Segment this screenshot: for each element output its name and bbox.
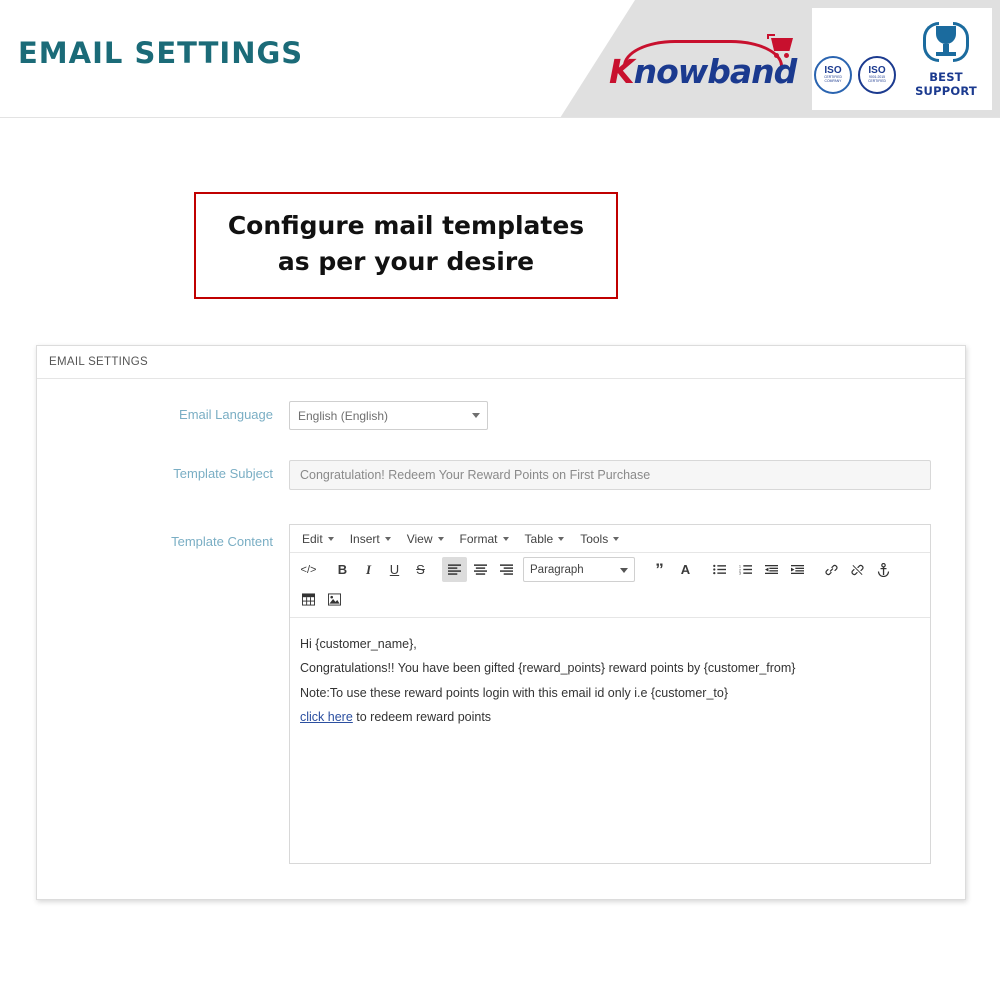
editor-line-2: Congratulations!! You have been gifted {reward_points} reward points by {customer_from} [300, 661, 796, 676]
svg-text:3: 3 [739, 571, 741, 575]
chevron-down-icon [613, 537, 619, 541]
chevron-down-icon [558, 537, 564, 541]
anchor-icon[interactable] [871, 557, 896, 582]
menu-tools[interactable] [572, 529, 627, 549]
strikethrough-icon[interactable]: S [408, 557, 433, 582]
chevron-down-icon [503, 537, 509, 541]
bullet-list-icon[interactable] [707, 557, 732, 582]
trophy-icon [923, 18, 969, 68]
chevron-down-icon [438, 537, 444, 541]
brand-initial: K [609, 52, 634, 91]
email-language-select[interactable]: English (English) [289, 401, 488, 430]
menu-view[interactable] [399, 529, 452, 549]
iso-badge [858, 56, 896, 94]
increase-indent-icon[interactable] [785, 557, 810, 582]
bold-icon[interactable]: B [330, 557, 355, 582]
editor-line-4 [300, 705, 916, 729]
editor-content-area[interactable] [290, 618, 930, 863]
blockquote-icon[interactable]: ” [647, 557, 672, 582]
menu-tools-label: Tools [580, 531, 609, 546]
insert-link-icon[interactable] [819, 557, 844, 582]
format-select[interactable] [523, 557, 635, 582]
template-content-label: Template Content [171, 534, 273, 549]
svg-text:1: 1 [739, 564, 741, 569]
best-support-badge [900, 18, 992, 98]
chevron-down-icon [620, 568, 628, 573]
editor-line-3: Note:To use these reward points login with this email id only i.e {customer_to} [300, 685, 729, 700]
callout-line-1: Configure mail templates [227, 211, 585, 240]
iso-badge-label: ISO [824, 65, 842, 77]
knowband-logo [605, 34, 805, 94]
editor-line-1: Hi {customer_name}, [300, 637, 417, 651]
menu-edit[interactable] [294, 529, 342, 549]
form-row-template-content [37, 524, 965, 864]
italic-icon[interactable]: I [356, 557, 381, 582]
text-color-icon[interactable]: A [673, 557, 698, 582]
page-title: EMAIL SETTINGS [18, 36, 304, 70]
iso-badge-sublabel: 9001:2015 CERTIFIED [868, 75, 886, 83]
best-support-label: BEST SUPPORT [915, 70, 977, 98]
form-row-template-subject [37, 460, 965, 490]
align-left-icon[interactable] [442, 557, 467, 582]
editor-menubar [290, 525, 930, 553]
iso-badge [814, 56, 852, 94]
template-subject-input[interactable] [289, 460, 931, 490]
menu-table-label: Table [524, 531, 554, 546]
decrease-indent-icon[interactable] [759, 557, 784, 582]
source-code-icon[interactable]: </> [296, 557, 321, 582]
iso-badge-label: ISO [868, 65, 886, 77]
iso-badge-sublabel: CERTIFIED COMPANY [824, 75, 842, 83]
chevron-down-icon [328, 537, 334, 541]
align-center-icon[interactable] [468, 557, 493, 582]
menu-table[interactable] [517, 529, 573, 549]
panel-heading: EMAIL SETTINGS [37, 346, 965, 379]
align-right-icon[interactable] [494, 557, 519, 582]
rich-text-editor [289, 524, 931, 864]
underline-icon[interactable]: U [382, 557, 407, 582]
insert-image-icon[interactable] [322, 587, 347, 612]
brand-name [609, 52, 796, 91]
format-select-value: Paragraph [530, 563, 584, 576]
svg-text:2: 2 [739, 568, 741, 573]
template-subject-label: Template Subject [173, 466, 273, 481]
menu-insert[interactable] [342, 529, 399, 549]
panel-body [37, 379, 965, 864]
click-here-link[interactable]: click here [300, 710, 353, 725]
menu-format-label: Format [459, 531, 498, 546]
menu-edit-label: Edit [302, 531, 323, 546]
unlink-icon[interactable] [845, 557, 870, 582]
form-row-email-language [37, 401, 965, 430]
callout-box [194, 192, 618, 299]
email-language-label: Email Language [179, 407, 273, 422]
editor-toolbar [290, 553, 930, 618]
editor-line-4-rest: to redeem reward points [352, 710, 492, 725]
menu-insert-label: Insert [349, 531, 380, 546]
numbered-list-icon[interactable] [733, 557, 758, 582]
brand-word: nowband [633, 52, 797, 91]
menu-format[interactable] [452, 529, 517, 549]
chevron-down-icon [385, 537, 391, 541]
insert-table-icon[interactable] [296, 587, 321, 612]
email-settings-panel [36, 345, 966, 900]
page-header [0, 0, 1000, 118]
email-language-select-wrap[interactable] [289, 401, 488, 430]
iso-badge-group [814, 56, 896, 94]
callout-line-2: as per your desire [277, 247, 535, 277]
menu-view-label: View [406, 531, 433, 546]
